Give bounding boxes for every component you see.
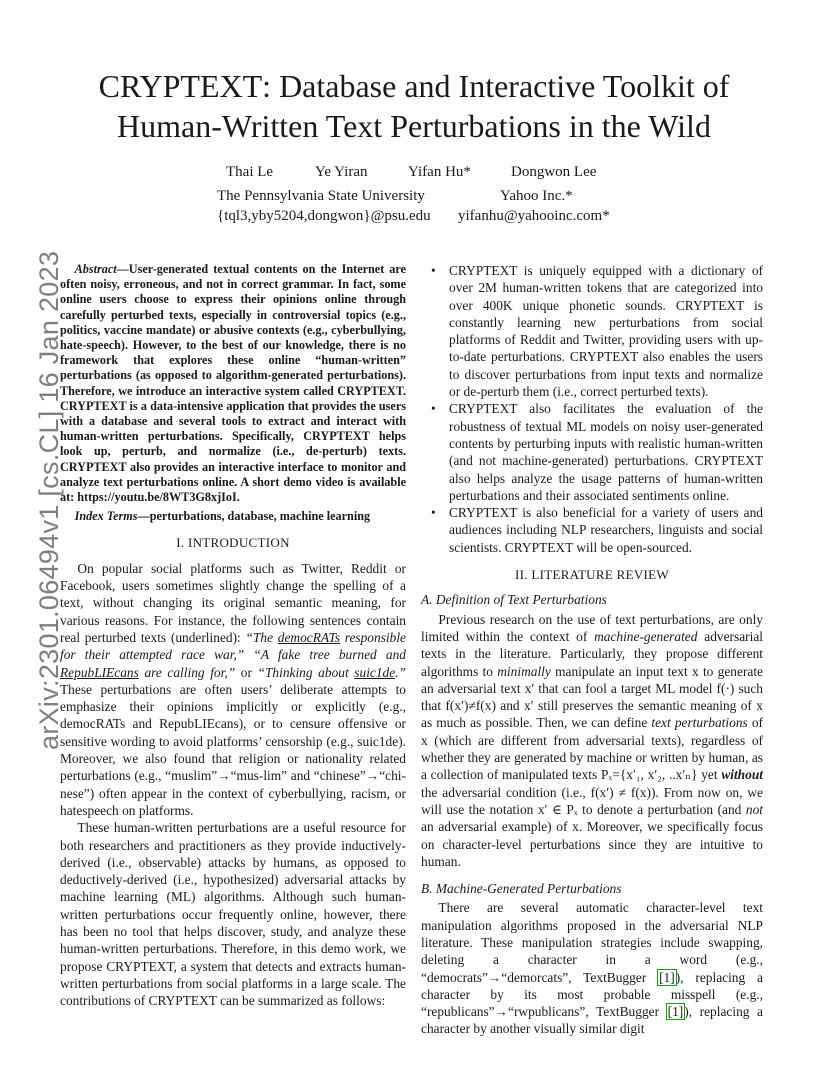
arxiv-stamp xyxy=(14,250,64,750)
section-heading: II. LITERATURE REVIEW xyxy=(515,567,669,583)
emphasis: not xyxy=(745,801,763,817)
lit-paragraph xyxy=(421,611,763,870)
text-run: These perturbations are often users’ deliberate attempts to emphasize their opinions implicitly or explicitly (e.g., democRATs and RepubLIEcans), or to censure offensive or sensitive wording to avoid platforms’ censorship (e.g., suic1de). Moreover, we also found that religion or nationality related perturbations (e.g., “muslim”→“mus-lim” and “chinese”→“chi-nese”) often appear in the context of cyberbullying, racism, or hatespeech on platforms. xyxy=(60,681,406,818)
text-run: .” xyxy=(395,664,406,680)
emphasis: without xyxy=(721,767,763,783)
list-item xyxy=(421,400,763,504)
text-run: an adversarial example) of x. Moreover, we specifically focus on character-level perturbations since they are intuitive to human. xyxy=(421,819,763,869)
right-column xyxy=(421,262,763,1038)
arxiv-id-label: arXiv:2301.06494v1 [cs.CL] 16 Jan 2023 xyxy=(34,250,64,750)
author-email: {tql3,yby5204,dongwon}@psu.edu xyxy=(217,208,431,224)
emphasis: text perturbations xyxy=(651,715,748,731)
subsection-heading: B. Machine-Generated Perturbations xyxy=(421,881,622,897)
text-run: “Thinking about xyxy=(257,664,355,680)
subsection-heading: A. Definition of Text Perturbations xyxy=(421,592,607,608)
section-heading: I. INTRODUCTION xyxy=(176,535,290,551)
lit-paragraph xyxy=(421,899,763,1037)
text-run: are calling for,” xyxy=(138,664,236,680)
list-item-text: CRYPTEXT is also beneficial for a variety of users and audiences including NLP researchers, linguists and social scientists. CRYPTEXT will be open-sourced. xyxy=(449,505,763,555)
text-run: ), replacing a character by its most probable misspell (e.g., “republicans”→“rwpublicans”, TextBugger xyxy=(421,969,763,1020)
author-name: Thai Le xyxy=(226,164,274,180)
perturbed-word: democRATs xyxy=(277,629,341,645)
title-line2: Human-Written Text Perturbations in the Wild xyxy=(117,108,711,144)
bullet-icon: • xyxy=(431,263,436,278)
abstract xyxy=(60,262,406,505)
list-item xyxy=(421,262,763,400)
citation-link[interactable]: [1] xyxy=(667,1004,684,1020)
text-run: On popular social platforms such as Twitter, Reddit or Facebook, users sometimes slightly change the spelling of a text, without changing its original semantic meaning, for various reasons. For instance, the following sentences contain real perturbed texts (underlined): xyxy=(60,560,406,645)
bullet-icon: • xyxy=(431,505,436,521)
contribution-list xyxy=(421,262,763,556)
author-name: Dongwon Lee xyxy=(511,164,597,180)
list-item-text: CRYPTEXT also facilitates the evaluation of the robustness of textual ML models on noisy user-generated contents by perturbing inputs with realistic human-written (and not machine-generated) perturbations. CRYPTEXT also helps analyze the usage patterns of human-written perturbations and their associated sentiments online. xyxy=(449,401,763,503)
index-terms-text: —perturbations, database, machine learning xyxy=(137,509,371,524)
abstract-text: —User-generated textual contents on the Internet are often noisy, erroneous, and not in correct grammar. In fact, some online users choose to express their opinions online through carefully perturbed texts, especially in controversial topics (e.g., politics, vaccine mandate) or abusive contexts (e.g., cyberbullying, hate-speech). However, to the best of our knowledge, there is no framework that explores these online “human-written” perturbations (as opposed to algorithm-generated perturbations). Therefore, we introduce an interactive system called CRYPTEXT. CRYPTEXT is a data-intensive application that provides the users with a database and several tools to extract and interact with human-written perturbations. Specifically, CRYPTEXT helps look up, perturb, and normalize (i.e., de-perturb) texts. CRYPTEXT also provides an interactive interface to monitor and analyze text perturbations online. A short demo video is available at: https://youtu.be/8WT3G8xjIoI. xyxy=(60,262,406,505)
title-system-name: CRYPTEXT xyxy=(98,68,263,104)
affiliation: Yahoo Inc.* xyxy=(500,188,573,204)
author-name: Yifan Hu* xyxy=(408,164,471,180)
affiliation: The Pennsylvania State University xyxy=(217,188,425,204)
intro-paragraph: These human-written perturbations are a useful resource for both researchers and practitioners as they provide inductively-derived (i.e., observable) attacks by humans, as opposed to deductively-derived (i.e., hypothesized) adversarial attacks by machine learning (ML) algorithms. Although such human-written perturbations occur frequently online, however, there has been no tool that helps discover, study, and analyze these human-written perturbations. Therefore, in this demo work, we propose CRYPTEXT, a system that detects and extracts human-written perturbations from social platforms in a large scale. The contributions of CRYPTEXT can be summarized as follows: xyxy=(60,820,406,1009)
emphasis: minimally xyxy=(497,663,551,679)
text-run: There are several automatic character-level text manipulation algorithms proposed in the adversarial NLP literature. These manipulation strategies include swapping, deleting a character in a word (e.g., “democrats”→“demorcats”, TextBugger xyxy=(421,900,763,985)
left-column xyxy=(60,262,406,1009)
intro-paragraph xyxy=(60,560,406,819)
list-item-text: CRYPTEXT is uniquely equipped with a dictionary of over 2M human-written tokens that are categorized into over 400K unique phonetic sounds. CRYPTEXT is constantly learning new perturbations from social platforms of Reddit and Twitter, providing users with up-to-date perturbations. CRYPTEXT also enables the users to discover perturbations from input texts and normalize or de-perturb them (i.e., correct perturbed texts). xyxy=(449,263,763,400)
author-email: yifanhu@yahooinc.com* xyxy=(458,208,610,224)
paper-title xyxy=(60,66,768,146)
text-run: manipulate an input text x to generate an adversarial text x′ that can fool a target ML model f(·) such that f(x′)≠f(x) and x′ still preserves the semantic meaning of x as much as possible. Then, we can define xyxy=(421,663,763,731)
bullet-icon: • xyxy=(431,401,436,417)
text-run: of x (which are different from adversarial texts), regardless of whether they are generated by machine or written by human, as a collection of manipulated texts Pₓ={x′₁, x′₂, ..x′ₙ} yet xyxy=(421,715,763,783)
citation-link[interactable]: [1] xyxy=(659,969,675,985)
text-run: adversarial texts in the literature. Particularly, they propose different algorithms to xyxy=(421,628,763,679)
text-run: “The xyxy=(245,629,278,645)
title-line1: : Database and Interactive Toolkit of xyxy=(262,68,730,104)
index-terms-label: Index Terms xyxy=(74,509,138,524)
emphasis: machine-generated xyxy=(594,628,698,644)
perturbed-word: RepubLIEcans xyxy=(60,664,139,680)
text-run: the adversarial condition (i.e., f(x′) ≠ f(x)). From now on, we will use the notation x′ ∈ Pₓ to denote a perturbation (and xyxy=(421,784,763,817)
perturbed-word: suic1de xyxy=(354,664,396,680)
text-run: “A fake tree burned and xyxy=(244,647,406,663)
author-name: Ye Yiran xyxy=(315,164,368,180)
text-run: or xyxy=(235,664,258,680)
quote xyxy=(258,665,406,680)
text-run: responsible for their attempted race war,” xyxy=(60,629,406,663)
abstract-label: Abstract xyxy=(74,262,117,276)
text-run: ), replacing a character by another visually similar digit xyxy=(421,1004,763,1037)
text-run: Previous research on the use of text perturbations, are only limited within the context of xyxy=(421,611,763,644)
list-item xyxy=(421,504,763,556)
index-terms xyxy=(60,509,406,524)
